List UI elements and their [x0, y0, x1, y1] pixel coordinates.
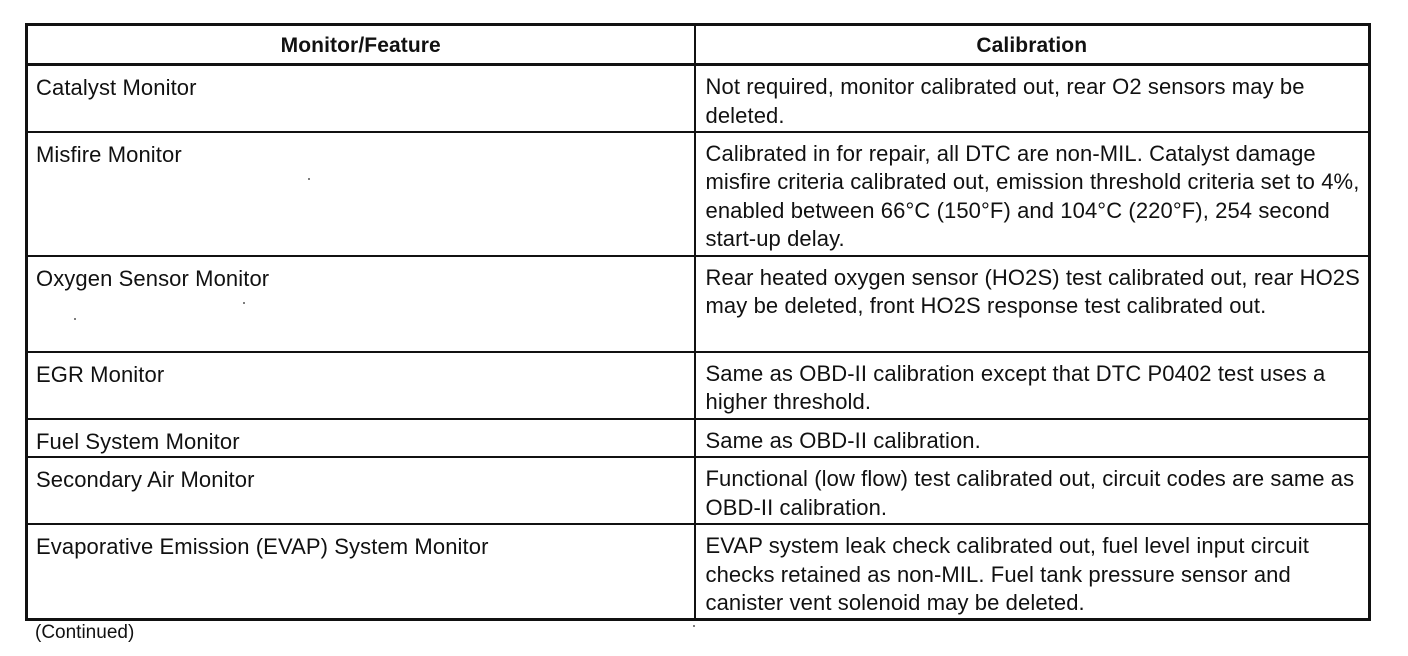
- cell-monitor-oxygen-sensor: Oxygen Sensor Monitor: [27, 256, 695, 352]
- table-header-row: [27, 25, 1370, 65]
- cell-calibration-oxygen-sensor: Rear heated oxygen sensor (HO2S) test calibrated out, rear HO2S may be deleted, front HO2S response test calibrated out.: [695, 256, 1370, 352]
- cell-monitor-secondary-air: Secondary Air Monitor: [27, 457, 695, 524]
- cell-calibration-catalyst: Not required, monitor calibrated out, rear O2 sensors may be deleted.: [695, 65, 1370, 132]
- scan-speck: [74, 318, 76, 320]
- cell-calibration-secondary-air: Functional (low flow) test calibrated out, circuit codes are same as OBD-II calibration.: [695, 457, 1370, 524]
- column-header-monitor: Monitor/Feature: [27, 25, 695, 65]
- scan-speck: [243, 302, 245, 304]
- scan-speck: [308, 178, 310, 180]
- column-header-calibration: Calibration: [695, 25, 1370, 65]
- cell-calibration-misfire: Calibrated in for repair, all DTC are non-MIL. Catalyst damage misfire criteria calibrated out, emission threshold criteria set to 4%, enabled between 66°C (150°F) and 104°C (220°F), 254 second start-up delay.: [695, 132, 1370, 256]
- cell-calibration-fuel-system: Same as OBD-II calibration.: [695, 419, 1370, 458]
- cell-monitor-misfire: Misfire Monitor: [27, 132, 695, 256]
- table-row: [27, 132, 1370, 256]
- cell-monitor-evap: Evaporative Emission (EVAP) System Monitor: [27, 524, 695, 619]
- table-row: [27, 419, 1370, 458]
- cell-monitor-egr: EGR Monitor: [27, 352, 695, 419]
- cell-calibration-evap: EVAP system leak check calibrated out, fuel level input circuit checks retained as non-MIL. Fuel tank pressure sensor and canister vent solenoid may be deleted.: [695, 524, 1370, 619]
- table-row: [27, 457, 1370, 524]
- cell-monitor-catalyst: Catalyst Monitor: [27, 65, 695, 132]
- scan-speck: [693, 625, 695, 627]
- table-row: [27, 65, 1370, 132]
- monitor-calibration-table: [25, 23, 1371, 621]
- calibration-table-container: [25, 23, 1368, 621]
- cell-calibration-egr: Same as OBD-II calibration except that DTC P0402 test uses a higher threshold.: [695, 352, 1370, 419]
- table-row: [27, 256, 1370, 352]
- table-row: [27, 352, 1370, 419]
- continued-note: (Continued): [35, 622, 135, 643]
- cell-monitor-fuel-system: Fuel System Monitor: [27, 419, 695, 458]
- table-row: [27, 524, 1370, 619]
